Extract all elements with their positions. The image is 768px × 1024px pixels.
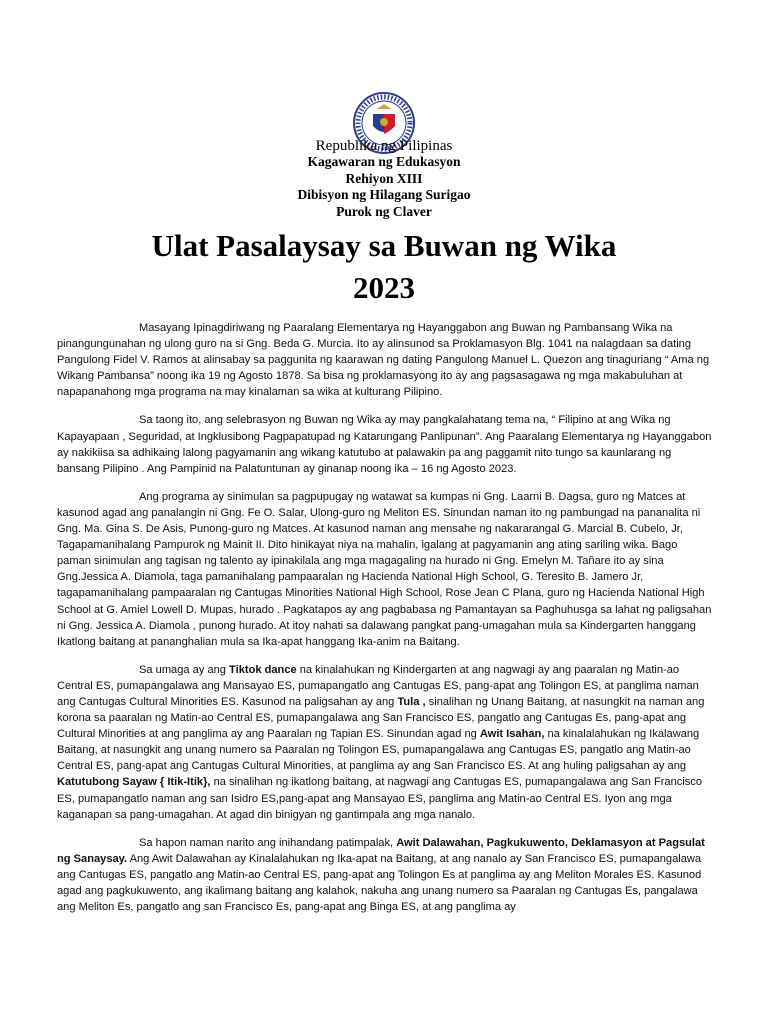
title-line-1: Ulat Pasalaysay sa Buwan ng Wika — [151, 228, 617, 263]
bold-text-run: Awit Dalawahan, Pagkukuwento, Deklamasyon at Pagsulat ng Sanaysay. — [57, 836, 705, 865]
paragraph-5 — [57, 835, 712, 915]
bold-text-run: Awit Isahan, — [479, 728, 545, 741]
bold-text-run: Katutubong Sayaw { Itik-Itik}, — [57, 776, 211, 789]
text-run: Ang programa ay sinimulan sa pagpupugay ng watawat sa kumpas ni Gng. Laarni B. Dagsa, guro ng Matces at kasunod agad ang panalangin ni Gng. Fe O. Salar, Ulong-guro ng Meliton ES. Sinundan naman ito ng pambungad na pananalita ni Gng. Ma. Gina S. De Asis, Punong-guro ng Matces. At kasunod naman ang mensahe ng nakararangal G. Marcial B. Cubelo, Jr, Tagapamanihalang Pampurok ng Mainit II. Dito hinikayat niya na mahalin, igalang at pagyamanin ang ating sariling wika. Bago paman sinimulan ang tagisan ng talento ay ipinakilala ang mga magagaling na hurado ni Gng. Emelyn M. Tañare ito ay sina Gng.Jessica A. Diamola, taga pamanihalang pampaaralan ng Hacienda National High School, G. Teresito B. Jamero Jr, tagapamanihalang pampaaralan ng Cantugas Minorities National High School, Rose Jean C Plana, guro ng Hacienda National High School at G. Amiel Lowell D. Mupas, hurado . Pagkatapos ay ang pagbabasa ng Pamantayan sa Paghuhusga sa lahat ng paligsahan ni Gng. Jessica A. Diamola , punong hurado. At itoy nahati sa dalawang pangkat pang-umagahan mula sa Kindergarten hanggang Ikatlong baitang at pananghalian mula sa Ika-apat hanggang Ika-anim na Baitang. — [57, 490, 712, 648]
rehiyon-line: Rehiyon XIII — [345, 170, 423, 186]
dibisyon-line: Dibisyon ng Hilagang Surigao — [297, 187, 471, 202]
paragraph-1 — [57, 320, 712, 400]
bold-text-run: Tula , — [397, 695, 426, 708]
paragraph-4 — [57, 662, 712, 823]
text-run: sinalihan ng Unang Baitang, at nasungkit na naman ang korona sa paaralan ng Matin-ao Central ES, pumapangalawa ang San Francisco ES, pangatlo ang Cantugas Es, pang-apat ang Cultural Minorities at ang panglima ay ang Paaralan ng Tapian ES. Sinundan agad ng — [57, 695, 705, 741]
purok-line: Purok ng Claver — [336, 203, 432, 219]
letterhead — [0, 138, 768, 220]
text-run: Ang Awit Dalawahan ay Kinalalahukan ng Ika-apat na Baitang, at ang nanalo ay San Francisco ES, pumapangalawa ang Cantugas ES, pangatlo ang Matin-ao Central ES, pang-apat ang Tolingon Es at panglima ay ang Meliton Morales ES. Kasunod agad ang pagkukuwento, ang ikalimang baitang ang kalahok, nakuha ang unang numero sa Paaralan ng Cantugas Es, pangalawa ang Meliton Es, pangatlo ang san Francisco Es, pang-apat ang Binga ES, at ang panglima ay — [57, 852, 702, 914]
kagawaran-line: Kagawaran ng Edukasyon — [307, 154, 461, 169]
paragraph-3 — [57, 489, 712, 650]
text-run: Sa hapon naman narito ang inihandang patimpalak, — [139, 836, 397, 849]
text-run: Sa taong ito, ang selebrasyon ng Buwan ng Wika ay may pangkalahatang tema na, “ Filipino at ang Wika ng Kapayapaan , Seguridad, at Ingklusibong Pagpapatupad ng Katarungang Panlipunan”. Ang Paaralang Elementarya ng Hayanggabon ay nakikiisa sa adhikaing lalong pagyamanin ang wikang katutubo at palawakin pa ang paggamit nito tungo sa kaunlarang ng bansang Pilipino . Ang Pampinid na Palatuntunan ay ginanap noong ika – 16 ng Agosto 2023. — [57, 414, 712, 475]
text-run: Sa umaga ay ang — [139, 663, 230, 676]
report-body — [57, 320, 712, 927]
text-run: na kinalahukan ng Kindergarten at ang nagwagi ay ang paaralan ng Matin-ao Central ES, pumapangalawa ang Mansayao ES, pumapangatlo ang Cantugas ES, pang-apat ang Tolingon ES, at panglima naman ang Cantugas Cultural Minorities ES. Kasunod na paligsahan ay ang — [57, 663, 699, 708]
bold-text-run: Tiktok dance — [229, 663, 297, 676]
text-run: na sinalihan ng ikatlong baitang, at nagwagi ang Cantugas ES, pumapangalawa ang San Francisco ES, pumapangatlo naman ang san Isidro ES,pang-apat ang Mansayao ES, panglima ang Matin-ao Central ES. Iyon ang mga kaganapan sa pang-umagahan. At agad din binigyan ng gantimpala ang mga nanalo. — [57, 776, 703, 821]
paragraph-2 — [57, 412, 712, 476]
document-title — [0, 225, 768, 309]
republika-line: Republika ng Pilipinas — [315, 138, 453, 154]
title-line-2: 2023 — [353, 270, 415, 305]
text-run: na kinalalahukan ng Ikalawang Baitang, at nasungkit ang unang numero sa Paaralan ng Tolingon ES, pumapangalawa ang Cantugas ES, pangatlo ang Matin-ao Central ES, pang-apat ang Cantugas Cultural Minorities, at panglima ay ang San Francisco ES. At ang huling paligsahan ay ang — [57, 728, 700, 773]
text-run: Masayang Ipinagdiriwang ng Paaralang Elementarya ng Hayanggabon ang Buwan ng Pambansang Wika na pinangungunahan ng ulong guro na si Gng. Beda G. Murcia. Ito ay alinsunod sa Proklamasyon Blg. 1041 na nalagdaan sa dating Pangulong Fidel V. Ramos at alinsabay sa paggunita ng kaarawan ng dating Pangulong Manuel L. Quezon ang tinaguriang “ Ama ng Wikang Pambansa” noong ika 19 ng Agosto 1878. Sa bisa ng proklamasyong ito ay ang pagsasagawa ng mga makabuluhan at napapanahong mga programa na may kinalaman sa wika at kulturang Pilipino. — [57, 322, 710, 399]
